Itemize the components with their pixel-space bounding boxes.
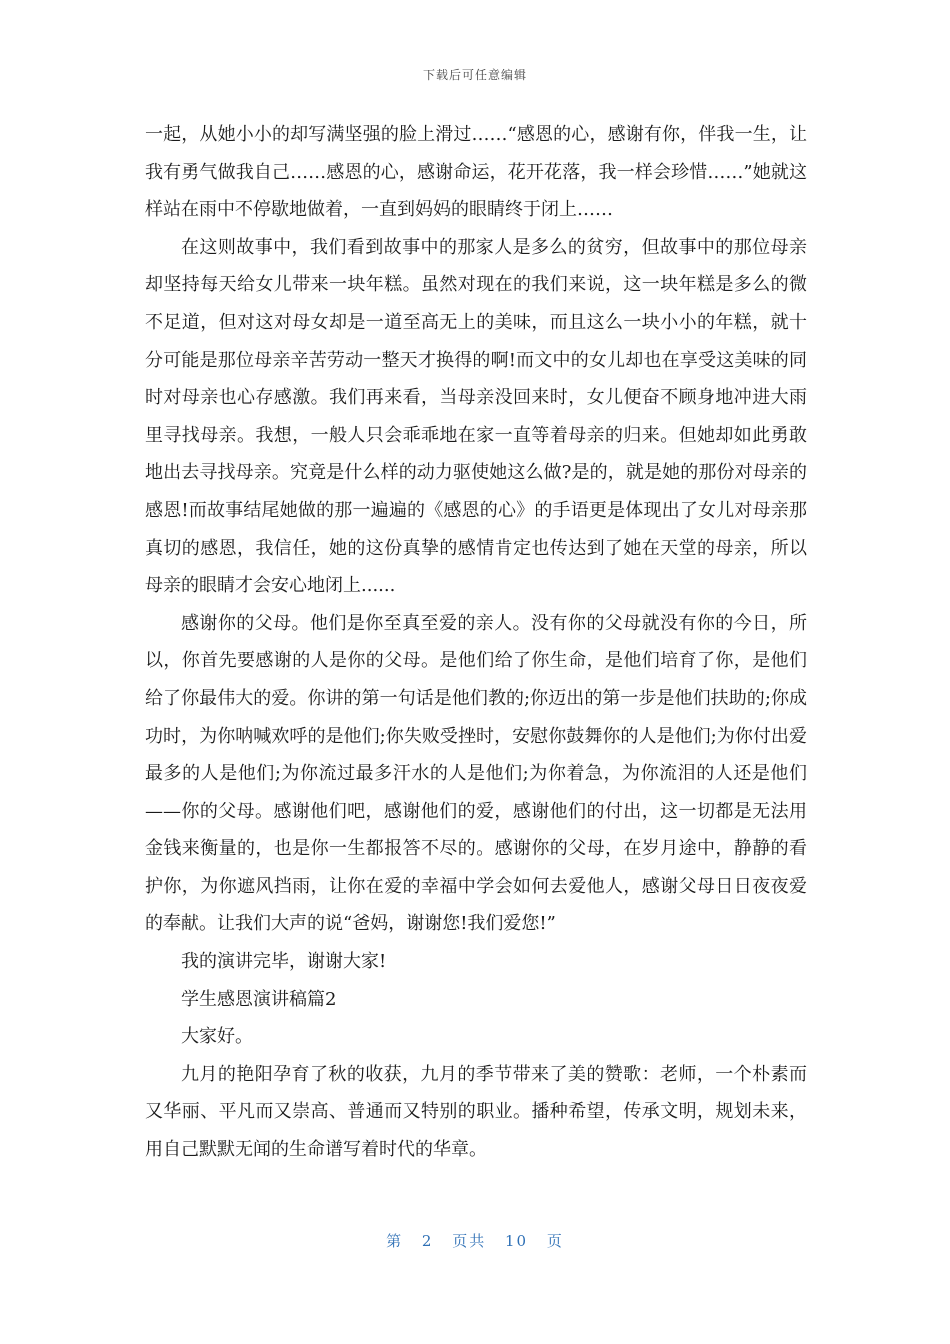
paragraph-7: 九月的艳阳孕育了秋的收获，九月的季节带来了美的赞歌：老师，一个朴素而又华丽、平凡而又崇高、普通而又特别的职业。播种希望，传承文明，规划未来，用自己默默无闻的生命谱写着时代的华章。: [145, 1063, 807, 1161]
paragraph-4: 我的演讲完毕，谢谢大家!: [181, 951, 387, 973]
paragraph-1: 一起，从她小小的却写满坚强的脸上滑过……“感恩的心，感谢有你，伴我一生，让我有勇气做我自己……感恩的心，感谢命运，花开花落，我一样会珍惜……”她就这样站在雨中不停歇地做着，一直到妈妈的眼睛终于闭上……: [145, 124, 807, 221]
paragraph-3: 感谢你的父母。他们是你至真至爱的亲人。没有你的父母就没有你的今日，所以，你首先要感谢的人是你的父母。是他们给了你生命，是他们培育了你，是他们给了你最伟大的爱。你讲的第一句话是他们教的;你迈出的第一步是他们扶助的;你成功时，为你呐喊欢呼的是他们;你失败受挫时，安慰你鼓舞你的人是他们;为你付出爱最多的人是他们;为你流过最多汗水的人是他们;为你着急，为你流泪的人还是他们——你的父母。感谢他们吧，感谢他们的爱，感谢他们的付出，这一切都是无法用金钱来衡量的，也是你一生都报答不尽的。感谢你的父母，在岁月途中，静静的看护你，为你遮风挡雨，让你在爱的幸福中学会如何去爱他人，感谢父母日日夜夜爱的奉献。让我们大声的说“爸妈，谢谢您!我们爱您!”: [145, 612, 808, 935]
footer-total-pages: 10: [505, 1232, 529, 1250]
page-footer: [0, 1230, 950, 1251]
footer-label-total: 页共: [452, 1232, 487, 1250]
footer-label-end: 页: [546, 1232, 564, 1250]
paragraph-greeting: 大家好。: [181, 1026, 253, 1048]
footer-current-page: 2: [421, 1232, 434, 1250]
section-title: 学生感恩演讲稿篇2: [181, 988, 337, 1010]
header-text: 下载后可任意编辑: [422, 68, 527, 82]
footer-label-page: 第: [386, 1232, 404, 1250]
document-body: [145, 116, 807, 1169]
page-header: [0, 66, 950, 83]
paragraph-2: 在这则故事中，我们看到故事中的那家人是多么的贫穷，但故事中的那位母亲却坚持每天给女儿带来一块年糕。虽然对现在的我们来说，这一块年糕是多么的微不足道，但对这对母女却是一道至高无上的美味，而且这么一块小小的年糕，就十分可能是那位母亲辛苦劳动一整天才换得的啊!而文中的女儿却也在享受这美味的同时对母亲也心存感激。我们再来看，当母亲没回来时，女儿便奋不顾身地冲进大雨里寻找母亲。我想，一般人只会乖乖地在家一直等着母亲的归来。但她却如此勇敢地出去寻找母亲。究竟是什么样的动力驱使她这么做?是的，就是她的那份对母亲的感恩!而故事结尾她做的那一遍遍的《感恩的心》的手语更是体现出了女儿对母亲那真切的感恩，我信任，她的这份真挚的感情肯定也传达到了她在天堂的母亲，所以母亲的眼睛才会安心地闭上......: [145, 236, 807, 597]
